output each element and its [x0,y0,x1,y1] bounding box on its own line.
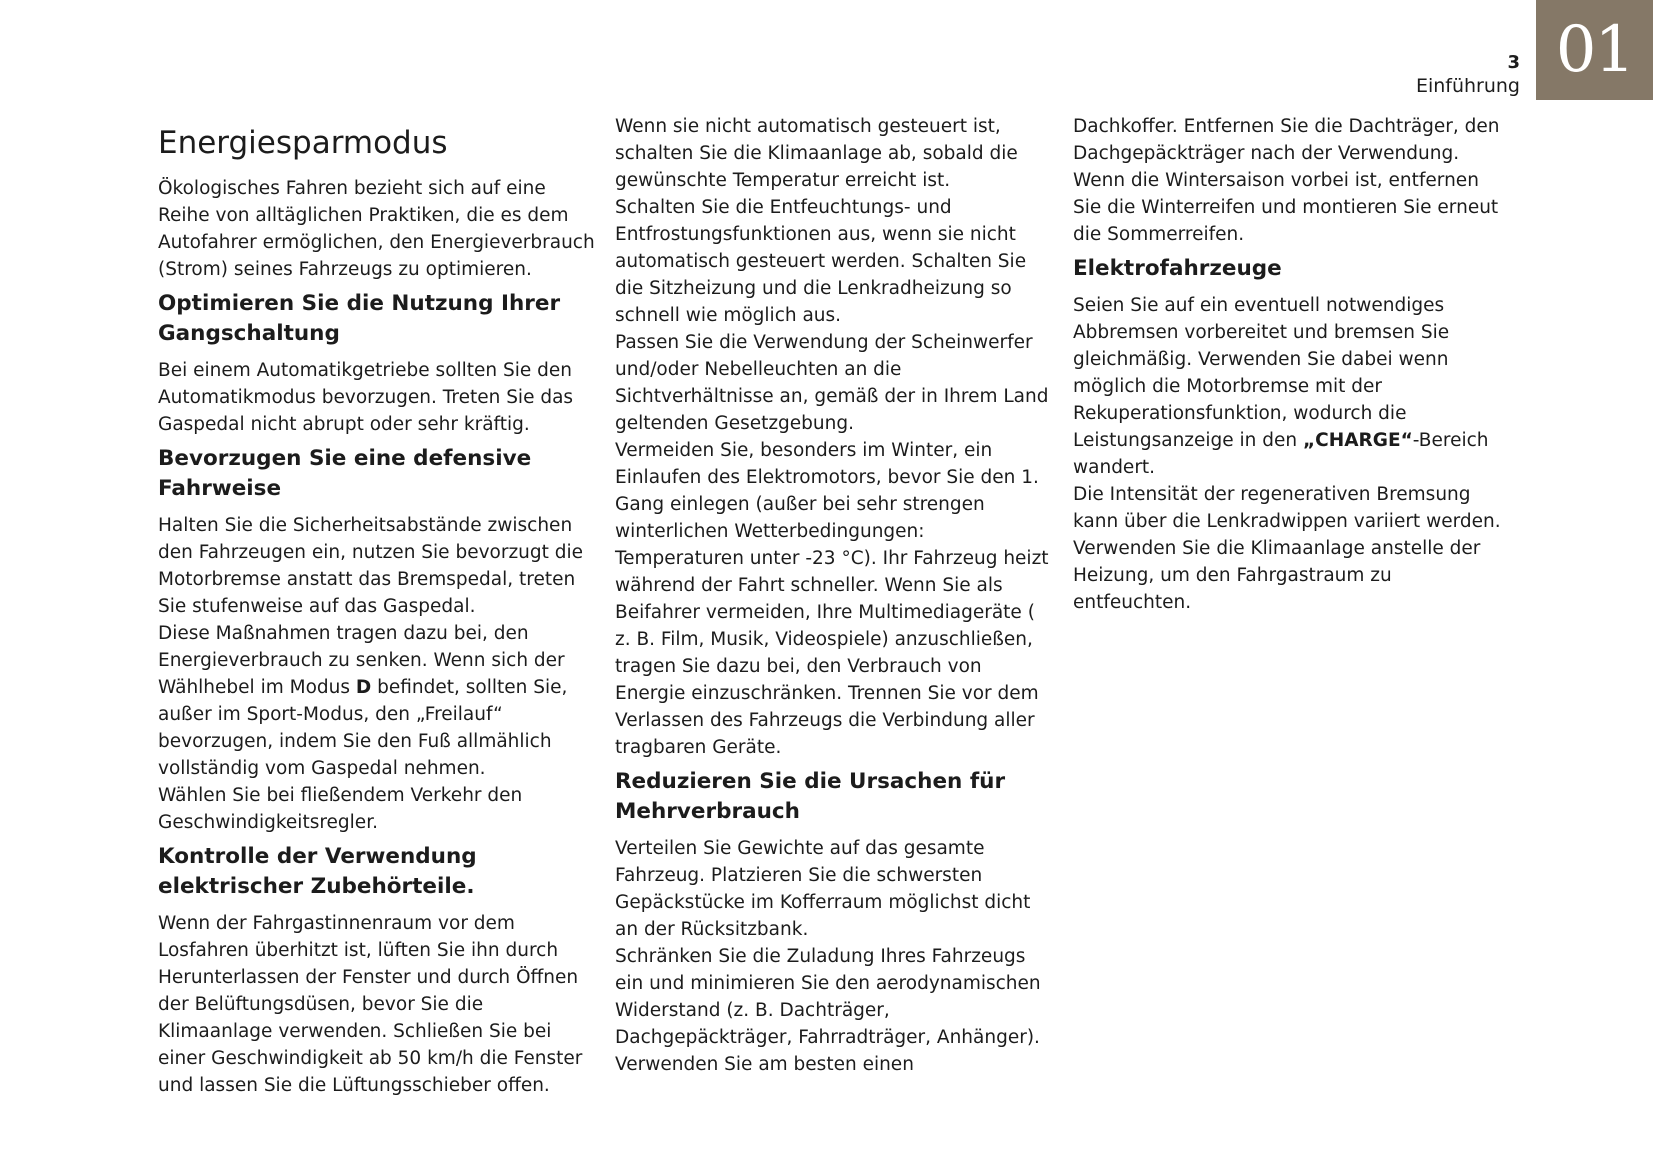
charge-label: „CHARGE“ [1303,430,1413,451]
paragraph-line: Schalten Sie die Entfeuchtungs- und Entfrostungsfunktionen aus, wenn sie nicht automatisch gesteuert werden. Schalten Sie die Sitzheizung und die Lenkradheizung so schnell wie möglich aus. [615,197,1027,326]
paragraph-line: Wenn sie nicht automatisch gesteuert ist, schalten Sie die Klimaanlage ab, sobald die gewünschte Temperatur erreicht ist. [615,116,1018,191]
column-3 [1073,113,1513,622]
paragraph-line: Wählen Sie bei fließendem Verkehr den Geschwindigkeitsregler. [158,785,523,833]
text-run: Seien Sie auf ein eventuell notwendiges Abbremsen vorbereitet und bremsen Sie gleichmäßig. Verwenden Sie dabei wenn möglich die Motorbremse mit der Rekuperationsfunktion, wodurch die Leistungsanzeige in den [1073,295,1450,451]
paragraph-line: Die Intensität der regenerativen Bremsung kann über die Lenkradwippen variiert werden. [1073,484,1501,532]
paragraph-line [158,620,598,782]
paragraph-line [1073,292,1513,481]
page-title: Energiesparmodus [158,125,448,161]
column-1 [158,113,598,1105]
text-run: -Bereich wandert. [1073,430,1489,478]
paragraph-defensive-fahrweise [158,512,598,836]
chapter-tab: 01 [1536,0,1653,100]
paragraph-mehrverbrauch [615,835,1055,1078]
paragraph-line: Halten Sie die Sicherheitsabstände zwischen den Fahrzeugen ein, nutzen Sie bevorzugt die Motorbremse anstatt das Bremspedal, treten Sie stufenweise auf das Gaspedal. [158,515,584,617]
heading-mehrverbrauch: Reduzieren Sie die Ursachen für Mehrverbrauch [615,769,1006,824]
heading-zubehoerteile: Kontrolle der Verwendung elektrischer Zubehörteile. [158,844,477,899]
mode-d-label: D [355,677,372,698]
section-label: Einführung [1415,75,1520,97]
paragraph-line: Passen Sie die Verwendung der Scheinwerfer und/oder Nebelleuchten an die Sichtverhältnisse an, gemäß der in Ihrem Land geltenden Gesetzgebung. [615,332,1049,434]
heading-defensive-fahrweise: Bevorzugen Sie eine defensive Fahrweise [158,446,532,501]
intro-paragraph: Ökologisches Fahren bezieht sich auf eine Reihe von alltäglichen Praktiken, die es dem Autofahrer ermöglichen, den Energieverbrauch (Strom) seines Fahrzeugs zu optimieren. [158,178,595,280]
paragraph-klimaanlage [615,113,1055,761]
page-number: 3 [1507,52,1520,73]
paragraph-line: Dachkoffer. Entfernen Sie die Dachträger, den Dachgepäckträger nach der Verwendung. [1073,116,1500,164]
paragraph-line: Schränken Sie die Zuladung Ihres Fahrzeugs ein und minimieren Sie den aerodynamischen Widerstand (z. B. Dachträger, Dachgepäckträger, Fahrradträger, Anhänger). Verwenden Sie am besten einen [615,946,1041,1075]
heading-elektrofahrzeuge: Elektrofahrzeuge [1073,256,1282,281]
column-2 [615,113,1055,1084]
page-header [1416,52,1520,98]
paragraph-line: Verwenden Sie die Klimaanlage anstelle der Heizung, um den Fahrgastraum zu entfeuchten. [1073,538,1481,613]
text-run: Diese Maßnahmen tragen dazu bei, den Energieverbrauch zu senken. Wenn sich der Wählhebel im Modus [158,623,565,698]
text-run: befindet, sollten Sie, außer im Sport-Modus, den „Freilauf“ bevorzugen, indem Sie den Fuß allmählich vollständig vom Gaspedal nehmen. [158,677,568,779]
paragraph-elektrofahrzeuge [1073,292,1513,616]
paragraph-dachkoffer [1073,113,1513,248]
paragraph-gangschaltung: Bei einem Automatikgetriebe sollten Sie den Automatikmodus bevorzugen. Treten Sie das Gaspedal nicht abrupt oder sehr kräftig. [158,360,574,435]
paragraph-line: Wenn die Wintersaison vorbei ist, entfernen Sie die Winterreifen und montieren Sie erneut die Sommerreifen. [1073,170,1499,245]
paragraph-line: Vermeiden Sie, besonders im Winter, ein Einlaufen des Elektromotors, bevor Sie den 1. Gang einlegen (außer bei sehr strengen winterlichen Wetterbedingungen: Temperaturen unter -23 °C). Ihr Fahrzeug heizt während der Fahrt schneller. Wenn Sie als Beifahrer vermeiden, Ihre Multimediageräte ( z. B. Film, Musik, Videospiele) anzuschließen, tragen Sie dazu bei, den Verbrauch von Energie einzuschränken. Trennen Sie vor dem Verlassen des Fahrzeugs die Verbindung aller tragbaren Geräte. [615,440,1049,758]
paragraph-line: Verteilen Sie Gewichte auf das gesamte Fahrzeug. Platzieren Sie die schwersten Gepäckstücke im Kofferraum möglichst dicht an der Rücksitzbank. [615,838,1031,940]
paragraph-zubehoerteile: Wenn der Fahrgastinnenraum vor dem Losfahren überhitzt ist, lüften Sie ihn durch Herunterlassen der Fenster und durch Öffnen der Belüftungsdüsen, bevor Sie die Klimaanlage verwenden. Schließen Sie bei einer Geschwindigkeit ab 50 km/h die Fenster und lassen Sie die Lüftungsschieber offen. [158,913,583,1096]
heading-gangschaltung: Optimieren Sie die Nutzung Ihrer Gangschaltung [158,291,561,346]
